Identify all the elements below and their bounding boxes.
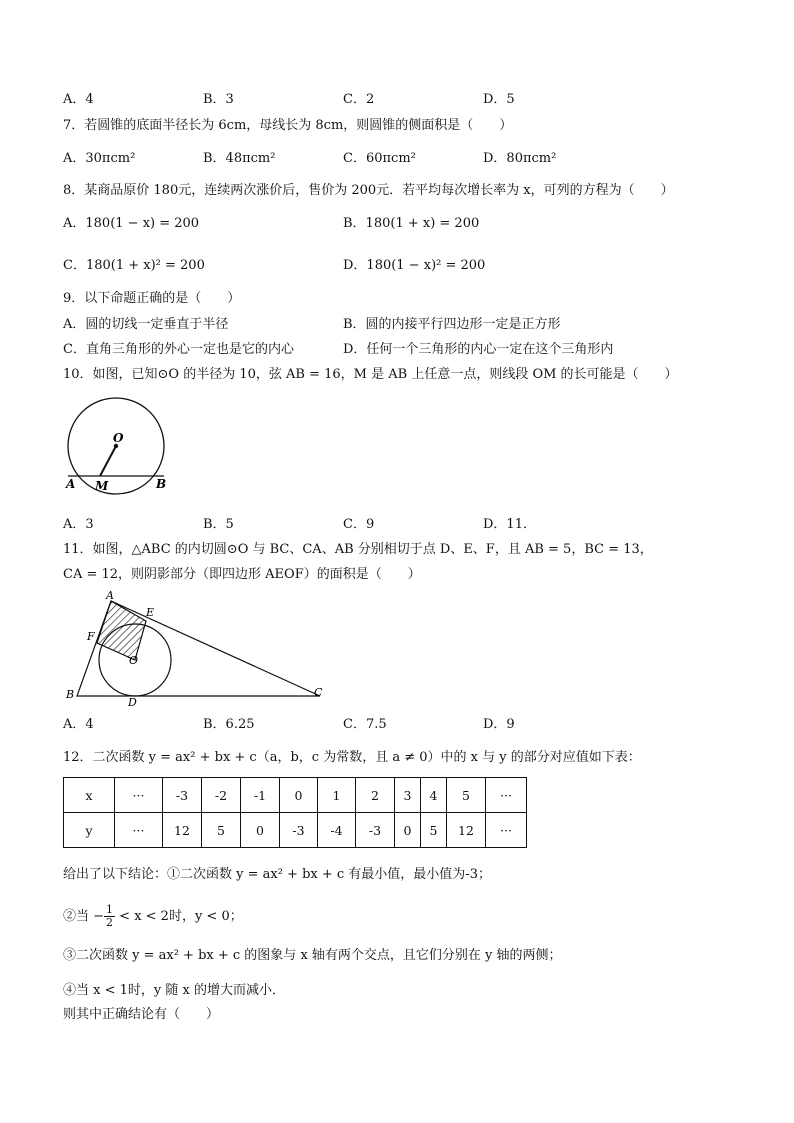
q10-circle-figure [60,396,180,500]
q12-conclusion-2 [63,900,243,934]
table-cell: 4 [421,778,447,813]
label-m: M [95,479,109,493]
table-cell: ··· [486,778,527,813]
q12-closing: 则其中正确结论有（ ） [63,1007,220,1022]
option-c: C．7.5 [343,717,387,732]
table-row-x [64,778,527,813]
table-cell: -3 [163,778,202,813]
q12-stem: 12．二次函数 y = ax² + bx + c（a，b，c 为常数，且 a ≠ 0）中的 x 与 y 的部分对应值如下表： [63,750,641,765]
q7-stem: 7．若圆锥的底面半径长为 6cm，母线长为 8cm，则圆锥的侧面积是（ ） [63,118,513,133]
q10-stem: 10．如图，已知⊙O 的半径为 10，弦 AB = 16，M 是 AB 上任意一点，则线段 OM 的长可能是（ ） [63,367,678,382]
conclusion-2-suffix: < x < 2时，y < 0； [115,909,243,924]
fraction-one-half [104,904,115,929]
table-cell: y [64,813,115,848]
table-cell: 0 [395,813,421,848]
option-c: C．直角三角形的外心一定也是它的内心 [63,342,294,357]
option-c: C．60πcm² [343,151,416,166]
option-c: C．9 [343,517,375,532]
table-cell: 0 [280,778,318,813]
option-b: B．180(1 + x) = 200 [343,216,480,231]
option-a: A．180(1 − x) = 200 [63,216,200,231]
label-a: A [66,477,76,491]
option-a: A．圆的切线一定垂直于半径 [63,317,229,332]
label-a: A [106,589,114,602]
table-cell: ··· [115,813,163,848]
label-o: O [113,431,124,445]
option-d: D．11． [483,517,536,532]
table-cell: -2 [202,778,241,813]
q12-conclusion-4: ④当 x < 1时，y 随 x 的增大而减小． [63,983,285,998]
option-b: B．48πcm² [203,151,276,166]
table-cell: 3 [395,778,421,813]
option-b: B．5 [203,517,234,532]
table-cell: 2 [356,778,395,813]
xy-table [63,777,527,848]
table-cell: ··· [115,778,163,813]
label-d: D [128,696,137,708]
option-d: D．80πcm² [483,151,557,166]
option-b: B．圆的内接平行四边形一定是正方形 [343,317,561,332]
q9-stem: 9．以下命题正确的是（ ） [63,291,241,306]
label-b: B [66,688,75,701]
table-cell: 1 [318,778,356,813]
table-cell: -3 [280,813,318,848]
table-cell: 0 [241,813,280,848]
q11-stem-line2: CA = 12，则阴影部分（即四边形 AEOF）的面积是（ ） [63,567,421,582]
option-a: A．3 [63,517,94,532]
option-d: D．任何一个三角形的内心一定在这个三角形内 [343,342,614,357]
q12-conclusion-3: ③二次函数 y = ax² + bx + c 的图象与 x 轴有两个交点，且它们分别在 y 轴的两侧； [63,948,562,963]
option-b: B．3 [203,92,234,107]
table-cell: ··· [486,813,527,848]
option-d: D．180(1 − x)² = 200 [343,258,486,273]
option-d: D．9 [483,717,515,732]
option-a: A．30πcm² [63,151,136,166]
label-f: F [87,630,95,643]
table-cell: x [64,778,115,813]
table-cell: 5 [421,813,447,848]
option-c: C．180(1 + x)² = 200 [63,258,205,273]
label-o: O [129,654,139,667]
option-a: A．4 [63,717,94,732]
label-c: C [314,686,323,699]
option-c: C．2 [343,92,375,107]
label-b: B [156,477,167,491]
label-e: E [146,606,155,619]
table-cell: -4 [318,813,356,848]
table-cell: -3 [356,813,395,848]
table-cell: -1 [241,778,280,813]
table-cell: 5 [202,813,241,848]
conclusion-2-prefix: ②当 − [63,909,105,924]
q11-stem-line1: 11．如图，△ABC 的内切圆⊙O 与 BC、CA、AB 分别相切于点 D、E、F，且 AB = 5，BC = 13， [63,542,653,557]
table-cell: 12 [163,813,202,848]
table-cell: 12 [447,813,486,848]
table-cell: 5 [447,778,486,813]
option-a: A．4 [63,92,94,107]
q12-intro: 给出了以下结论：①二次函数 y = ax² + bx + c 有最小值，最小值为-3； [63,867,491,882]
q8-stem: 8．某商品原价 180元，连续两次涨价后，售价为 200元．若平均每次增长率为 x，可列的方程为（ ） [63,183,674,198]
fraction-denominator: 2 [106,916,114,929]
table-row-y [64,813,527,848]
option-d: D．5 [483,92,515,107]
fraction-numerator: 1 [106,903,114,916]
q11-triangle-figure [62,588,332,708]
option-b: B．6.25 [203,717,255,732]
